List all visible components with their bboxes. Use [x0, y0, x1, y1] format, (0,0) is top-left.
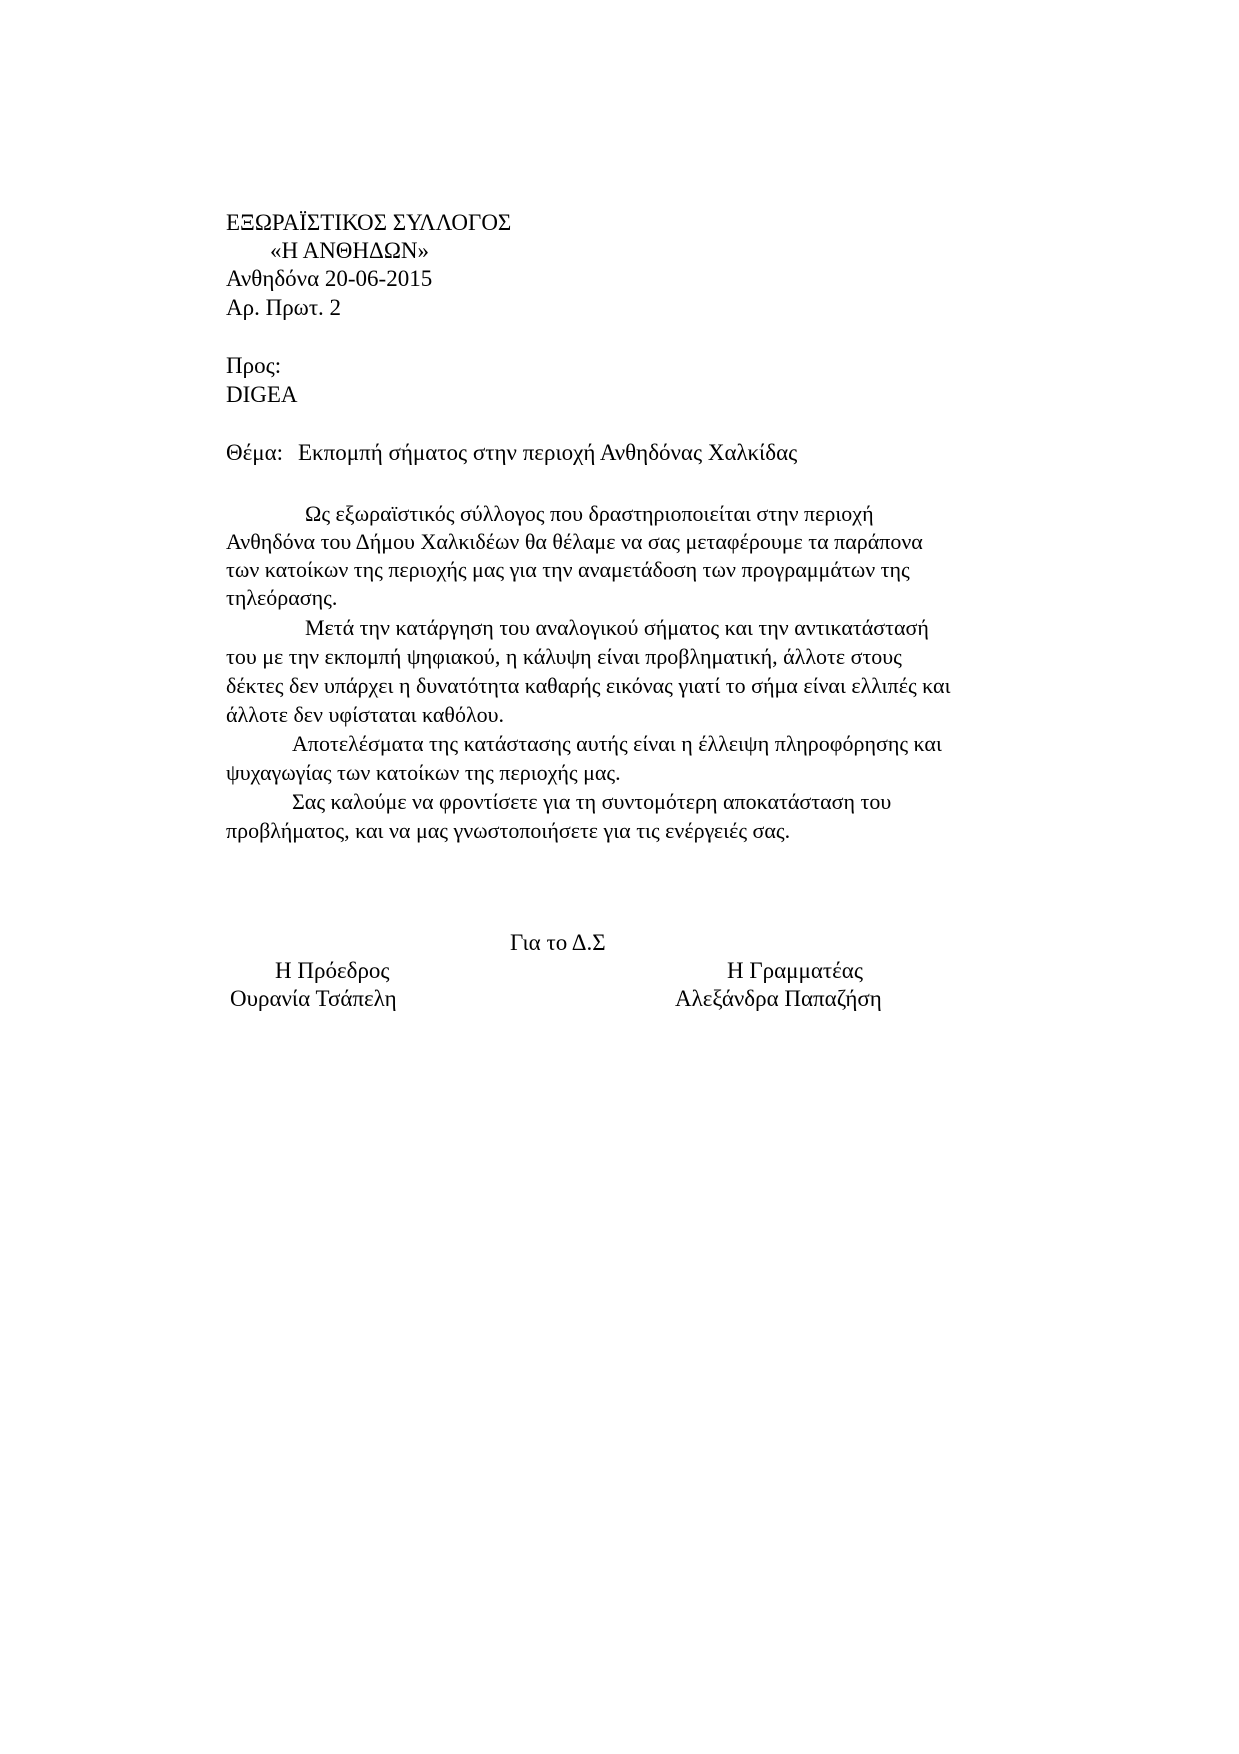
- on-behalf-label: Για το Δ.Σ: [510, 930, 606, 955]
- secretary-title: Η Γραμματέας: [727, 958, 863, 983]
- president-name: Ουρανία Τσάπελη: [230, 986, 397, 1011]
- body-line: Ως εξωραϊστικός σύλλογος που δραστηριοποιείται στην περιοχή: [305, 501, 874, 526]
- org-subtitle: «Η ΑΝΘΗΔΩΝ»: [270, 238, 430, 263]
- subject-text: Εκπομπή σήματος στην περιοχή Ανθηδόνας Χαλκίδας: [298, 440, 798, 465]
- body-line: του με την εκπομπή ψηφιακού, η κάλυψη είναι προβληματική, άλλοτε στους: [226, 644, 902, 669]
- secretary-name: Αλεξάνδρα Παπαζήση: [675, 986, 882, 1011]
- protocol-number: Αρ. Πρωτ. 2: [226, 295, 342, 320]
- body-line: τηλεόρασης.: [226, 585, 338, 610]
- recipient-name: DIGEA: [226, 382, 298, 407]
- body-line: προβλήματος, και να μας γνωστοποιήσετε για τις ενέργειές σας.: [226, 818, 791, 843]
- body-line: Αποτελέσματα της κατάστασης αυτής είναι η έλλειψη πληροφόρησης και: [292, 731, 942, 756]
- subject-label: Θέμα:: [226, 440, 284, 465]
- body-line: ψυχαγωγίας των κατοίκων της περιοχής μας.: [226, 760, 621, 785]
- body-line: Μετά την κατάργηση του αναλογικού σήματος και την αντικατάστασή: [305, 615, 929, 640]
- president-title: Η Πρόεδρος: [275, 958, 390, 983]
- place-date: Ανθηδόνα 20-06-2015: [226, 266, 433, 291]
- body-line: των κατοίκων της περιοχής μας για την αναμετάδοση των προγραμμάτων της: [226, 557, 910, 582]
- body-line: άλλοτε δεν υφίσταται καθόλου.: [226, 702, 505, 727]
- recipient-label: Προς:: [226, 353, 282, 378]
- body-line: δέκτες δεν υπάρχει η δυνατότητα καθαρής εικόνας γιατί το σήμα είναι ελλιπές και: [226, 673, 951, 698]
- body-line: Σας καλούμε να φροντίσετε για τη συντομότερη αποκατάσταση του: [292, 789, 892, 814]
- body-line: Ανθηδόνα του Δήμου Χαλκιδέων θα θέλαμε να σας μεταφέρουμε τα παράπονα: [226, 529, 923, 554]
- org-name: ΕΞΩΡΑΪΣΤΙΚΟΣ ΣΥΛΛΟΓΟΣ: [226, 210, 512, 235]
